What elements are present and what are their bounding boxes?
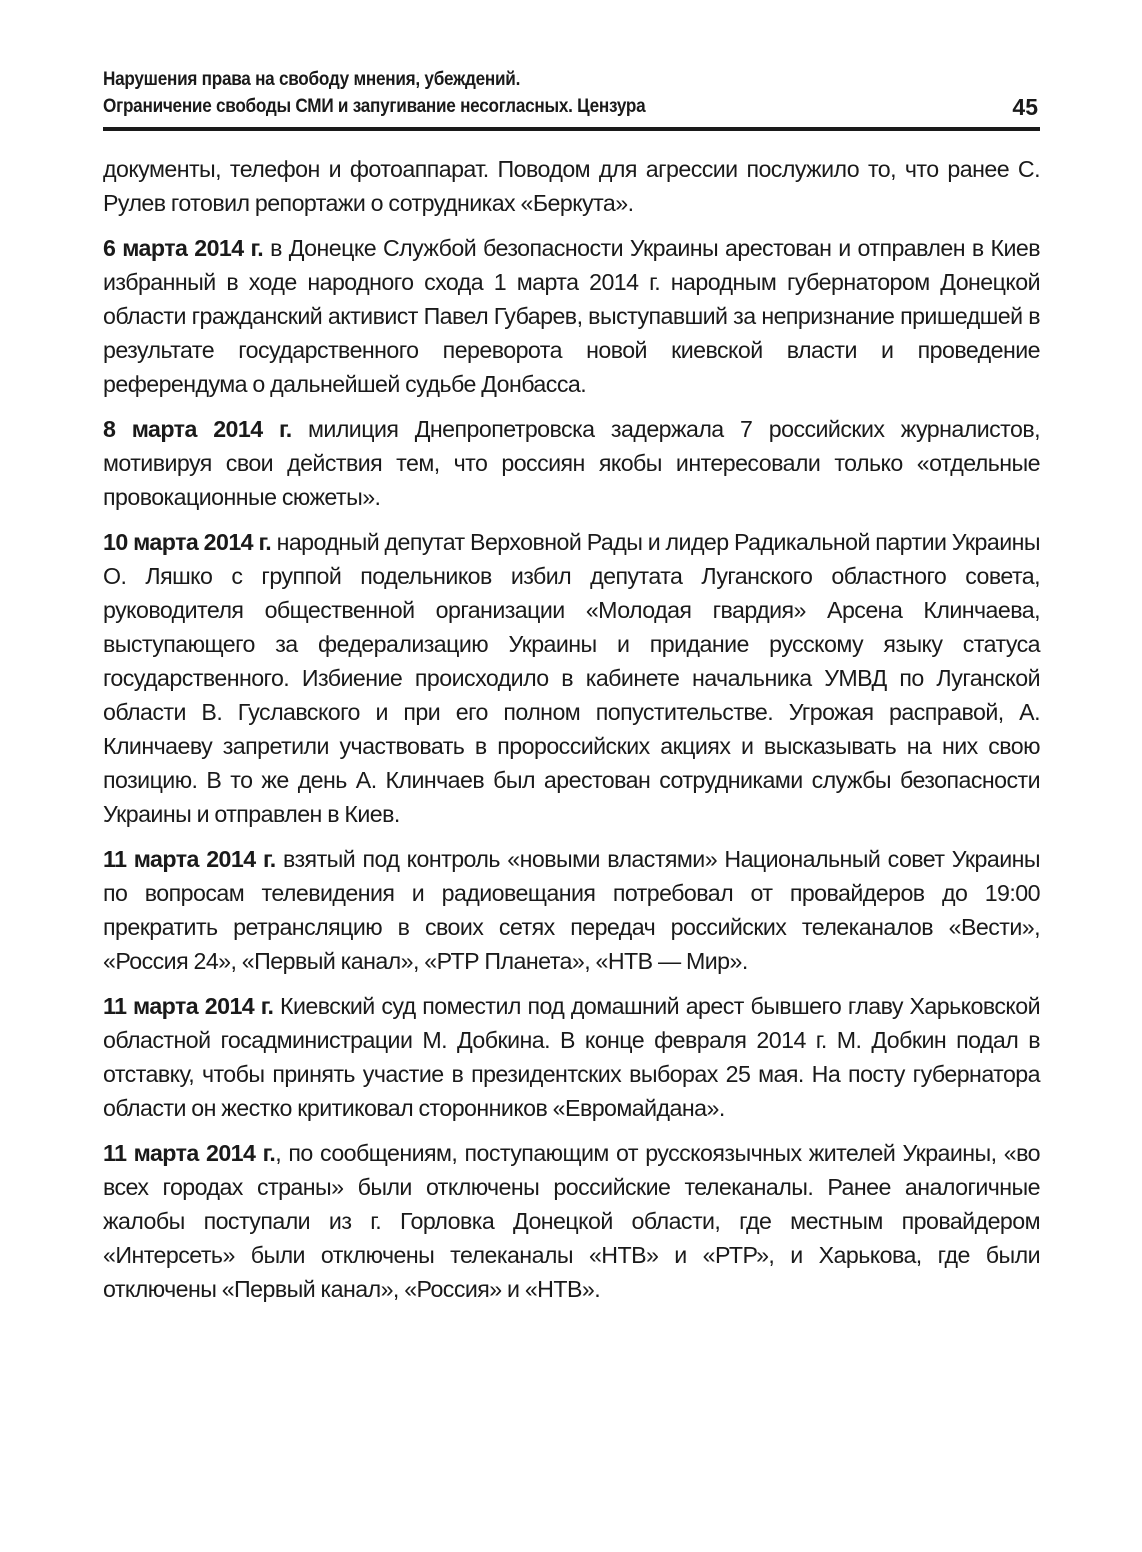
- paragraph-date: 10 марта 2014 г.: [103, 529, 272, 555]
- header-title-line-1: Нарушения права на свободу мнения, убеждений.: [103, 68, 521, 90]
- body-text: [103, 152, 1040, 1317]
- paragraph-text: в Донецке Службой безопасности Украины арестован и отправлен в Киев избранный в ходе народного схода 1 марта 2014 г. народным губернатором Донецкой области гражданский активист Павел Губарев, выступавший за непризнание пришедшей в результате государственного переворота новой киевской власти и проведение референдума о дальнейшей судьбе Донбасса.: [103, 235, 1040, 397]
- header-title-line-2: Ограничение свободы СМИ и запугивание несогласных. Цензура: [103, 95, 646, 117]
- paragraph-entry: [103, 525, 1040, 831]
- header-rule-divider: [103, 127, 1040, 131]
- paragraph-continuation: [103, 152, 1040, 220]
- paragraph-text: милиция Днепропетровска задержала 7 российских журналистов, мотивируя свои действия тем, что россиян якобы интересовали только «отдельные провокационные сюжеты».: [103, 416, 1040, 510]
- paragraph-date: 11 марта 2014 г.: [103, 1140, 276, 1166]
- paragraph-date: 11 марта 2014 г.: [103, 993, 274, 1019]
- paragraph-entry: [103, 231, 1040, 401]
- paragraph-date: 6 марта 2014 г.: [103, 235, 264, 261]
- paragraph-entry: [103, 989, 1040, 1125]
- paragraph-date: 11 марта 2014 г.: [103, 846, 276, 872]
- paragraph-text: взятый под контроль «новыми властями» Национальный совет Украины по вопросам телевидения и радиовещания потребовал от провайдеров до 19:00 прекратить ретрансляцию в своих сетях передач российских телеканалов «Вести», «Россия 24», «Первый канал», «РТР Планета», «НТВ — Мир».: [103, 846, 1040, 974]
- header: [103, 66, 1040, 124]
- paragraph-text: документы, телефон и фотоаппарат. Поводом для агрессии послужило то, что ранее С. Рулев готовил репортажи о сотрудниках «Беркута».: [103, 156, 1040, 216]
- paragraph-entry: [103, 412, 1040, 514]
- paragraph-entry: [103, 1136, 1040, 1306]
- paragraph-date: 8 марта 2014 г.: [103, 416, 292, 442]
- page-number: 45: [1012, 94, 1038, 120]
- running-header: [103, 66, 1040, 124]
- paragraph-entry: [103, 842, 1040, 978]
- paragraph-text: народный депутат Верховной Рады и лидер Радикальной партии Украины О. Ляшко с группой подельников избил депутата Луганского областного совета, руководителя общественной организации «Молодая гвардия» Арсена Клинчаева, выступающего за федерализацию Украины и придание русскому языку статуса государственного. Избиение происходило в кабинете начальника УМВД по Луганской области В. Гуславского и при его полном попустительстве. Угрожая расправой, А. Клинчаеву запретили участвовать в пророссийских акциях и высказывать на них свою позицию. В то же день А. Клинчаев был арестован сотрудниками службы безопасности Украины и отправлен в Киев.: [103, 529, 1040, 827]
- paragraph-text: , по сообщениям, поступающим от русскоязычных жителей Украины, «во всех городах страны» были отключены российские телеканалы. Ранее аналогичные жалобы поступали из г. Горловка Донецкой области, где местным провайдером «Интерсеть» были отключены телеканалы «НТВ» и «РТР», и Харькова, где были отключены «Первый канал», «Россия» и «НТВ».: [103, 1140, 1040, 1302]
- paragraph-text: Киевский суд поместил под домашний арест бывшего главу Харьковской областной госадминистрации М. Добкина. В конце февраля 2014 г. М. Добкин подал в отставку, чтобы принять участие в президентских выборах 25 мая. На посту губернатора области он жестко критиковал сторонников «Евромайдана».: [103, 993, 1040, 1121]
